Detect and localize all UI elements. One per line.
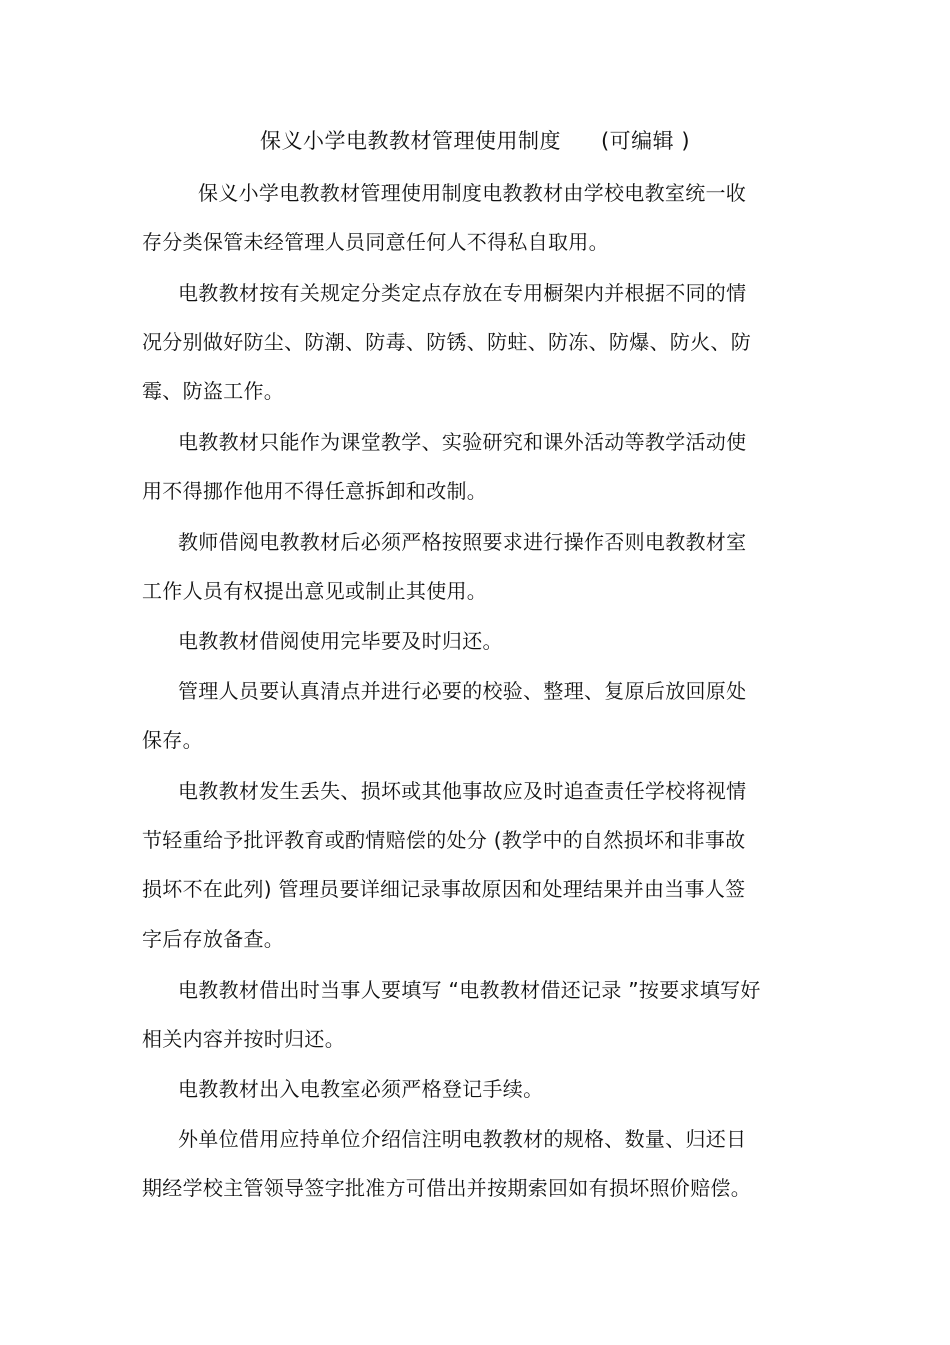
title-main: 保义小学电教教材管理使用制度 xyxy=(259,129,561,153)
paragraph-line: 电教教材出入电教室必须严格登记手续。 xyxy=(178,1077,544,1101)
paragraph-line: 相关内容并按时归还。 xyxy=(142,1027,345,1051)
paragraph-line: 用不得挪作他用不得任意拆卸和改制。 xyxy=(142,479,488,503)
paragraph-line: 损坏不在此列) 管理员要详细记录事故原因和处理结果并由当事人签 xyxy=(142,877,746,901)
paragraph-line: 电教教材发生丢失、损坏或其他事故应及时追查责任学校将视情 xyxy=(178,779,747,803)
paragraph-line: 霉、防盗工作。 xyxy=(142,379,285,403)
title-suffix: (可编辑 ) xyxy=(600,129,691,153)
paragraph-line: 电教教材借出时当事人要填写 “电教教材借还记录 ”按要求填写好 xyxy=(178,978,761,1002)
paragraph-line: 教师借阅电教教材后必须严格按照要求进行操作否则电教教材室 xyxy=(178,530,747,554)
page-title xyxy=(0,126,950,156)
paragraph-line: 工作人员有权提出意见或制止其使用。 xyxy=(142,579,488,603)
paragraph-line: 管理人员要认真清点并进行必要的校验、整理、复原后放回原处 xyxy=(178,679,747,703)
paragraph-line: 电教教材按有关规定分类定点存放在专用橱架内并根据不同的情 xyxy=(178,281,747,305)
paragraph-line: 保义小学电教教材管理使用制度电教教材由学校电教室统一收 xyxy=(198,181,747,205)
paragraph-line: 字后存放备查。 xyxy=(142,927,285,951)
paragraph-line: 外单位借用应持单位介绍信注明电教教材的规格、数量、归还日 xyxy=(178,1127,747,1151)
paragraph-line: 保存。 xyxy=(142,728,203,752)
paragraph-line: 期经学校主管领导签字批准方可借出并按期索回如有损坏照价赔偿。 xyxy=(142,1176,751,1200)
paragraph-line: 电教教材借阅使用完毕要及时归还。 xyxy=(178,629,503,653)
paragraph-line: 存分类保管未经管理人员同意任何人不得私自取用。 xyxy=(142,230,609,254)
paragraph-line: 节轻重给予批评教育或酌情赔偿的处分 (教学中的自然损坏和非事故 xyxy=(142,828,746,852)
paragraph-line: 况分别做好防尘、防潮、防毒、防锈、防蛀、防冻、防爆、防火、防 xyxy=(142,330,751,354)
paragraph-line: 电教教材只能作为课堂教学、实验研究和课外活动等教学活动使 xyxy=(178,430,747,454)
